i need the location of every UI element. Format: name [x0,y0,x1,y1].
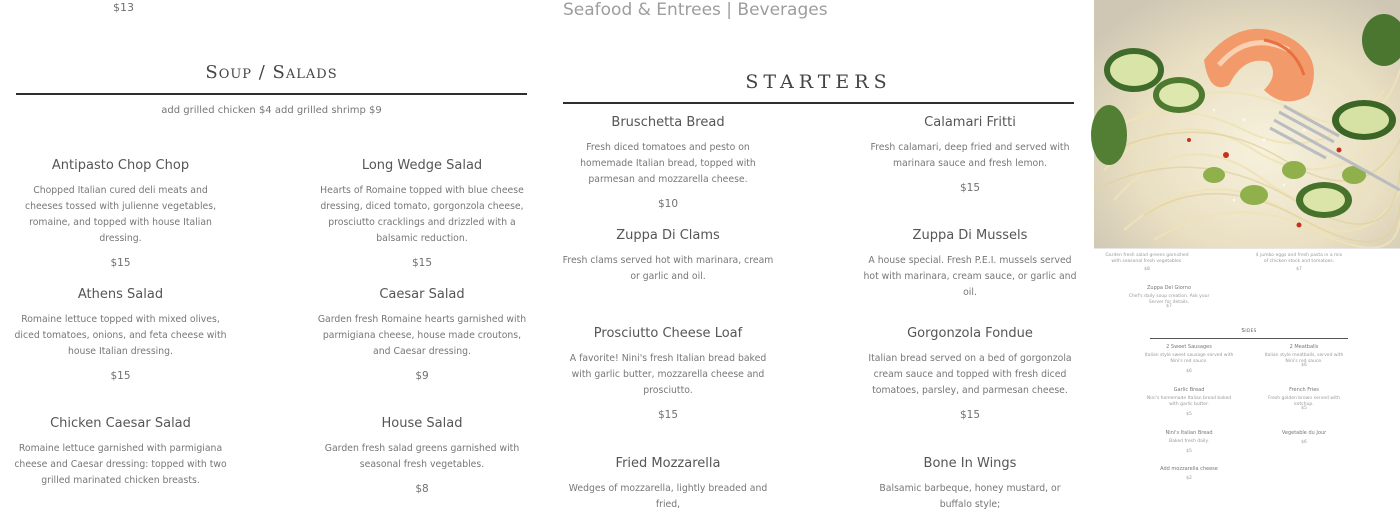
item-name: Zuppa Di Mussels [912,228,1028,243]
mini-item-price: $6 [1301,440,1307,445]
mini-item-price: $7 [1296,267,1302,272]
mini-item-description: Garden fresh salad greens garnished with seasonal fresh vegetables. [1105,253,1189,264]
mini-item-price: $6 [1301,363,1307,368]
mini-section-title-sides: Sides [1241,328,1257,334]
menu-item [14,416,227,489]
item-description: Garden fresh Romaine hearts garnished with parmigiana cheese, house made croutons, and Caesar dressing. [317,314,527,357]
item-description: Fresh diced tomatoes and pesto on homemade Italian bread, topped with parmesan and mozzarella cheese. [580,142,756,185]
menu-item [315,287,529,382]
mini-item-name: 2 Sweet Sausages [1166,344,1212,350]
mini-item-price: $2 [1186,476,1192,481]
mini-item-price: $5 [1186,412,1192,417]
soup-salads-panel [0,0,545,500]
menu-item [863,326,1077,421]
mini-item-name: Zuppa Del Giorno [1146,285,1192,291]
item-description: Fresh clams served hot with marinara, cream or garlic and oil. [562,255,774,282]
menu-item [14,158,227,269]
item-name: Gorgonzola Fondue [907,326,1033,341]
mini-item-name: 2 Meatballs [1289,344,1319,350]
item-price: $15 [959,409,981,421]
mini-item-price: $5 [1186,449,1192,454]
mini-item-name: Garlic Bread [1173,387,1205,393]
previous-item-price: $13 [113,1,134,14]
item-description: A house special. Fresh P.E.I. mussels served hot with marinara, cream sauce, or garlic and oil. [863,255,1077,298]
mini-item-price: $8 [1144,267,1150,272]
mini-item-price: $5 [1301,406,1307,411]
mini-item-name: French Fries [1289,387,1319,393]
mini-item-description: Nini's homemade Italian bread baked with garlic butter. [1146,396,1232,407]
item-name: Antipasto Chop Chop [51,158,190,173]
item-name: Chicken Caesar Salad [50,416,191,431]
mini-item-description: Italian style sweet sausage served with Nini's red sauce. [1144,353,1234,364]
item-name: Caesar Salad [379,287,465,302]
pasta-illustration [1094,0,1400,248]
item-description: Fresh calamari, deep fried and served with marinara sauce and fresh lemon. [870,142,1070,169]
section-title-soup-salads: Soup / Salads [205,62,338,83]
mini-item-name: Vegetable du Jour [1281,430,1327,436]
section-divider [16,93,527,95]
item-price: $15 [657,409,679,421]
menu-item [561,326,775,421]
item-description: A favorite! Nini's fresh Italian bread baked with garlic butter, mozzarella cheese and prosciutto. [569,353,767,396]
item-description: Balsamic barbeque, honey mustard, or buffalo style; [879,483,1061,510]
item-price: $9 [415,370,429,382]
item-price: $15 [110,370,131,382]
item-description: Romaine lettuce garnished with parmigiana cheese and Caesar dressing: topped with two grilled marinated chicken breasts. [14,443,227,486]
item-description: Romaine lettuce topped with mixed olives, diced tomatoes, onions, and feta cheese with house Italian dressing. [14,314,227,357]
menu-item [561,228,775,285]
item-name: Zuppa Di Clams [616,228,720,243]
menu-item [863,228,1077,301]
mini-item-price: $7 [1166,304,1172,309]
item-name: Long Wedge Salad [361,158,483,173]
menu-item [315,416,529,495]
item-price: $15 [110,257,131,269]
item-description: Hearts of Romaine topped with blue cheese dressing, diced tomato, gorgonzola cheese, prosciutto cracklings and drizzled with a balsamic reduction. [320,185,524,244]
mini-item-description: Italian style meatballs, served with Nini's red sauce. [1264,353,1344,364]
item-description: Garden fresh salad greens garnished with seasonal fresh vegetables. [324,443,520,470]
item-name: Calamari Fritti [924,115,1016,130]
item-name: Prosciutto Cheese Loaf [593,326,743,341]
menu-item [14,287,227,382]
item-price: $15 [959,182,981,194]
mini-item-description: 4 jumbo eggs and fresh pasta in a mix of chicken stock and tomatoes. [1255,253,1343,264]
mini-item-name: Nini's Italian Bread [1165,430,1213,436]
menu-nav-links[interactable]: Seafood & Entrees | Beverages [563,0,828,20]
mini-item-name: Add mozzarella cheese [1160,466,1218,472]
section-divider [563,102,1074,104]
menu-preview-thumbnail [1094,248,1400,500]
item-price: $15 [411,257,433,269]
item-name: House Salad [381,416,463,431]
pasta-shrimp-photo [1094,0,1400,248]
item-description: Italian bread served on a bed of gorgonzola cream sauce and topped with fresh diced tomatoes, parsley, and parmesan cheese. [868,353,1072,396]
item-name: Athens Salad [77,287,164,302]
mini-item-description: Baked fresh daily. [1169,439,1209,444]
add-protein-note: add grilled chicken $4 add grilled shrimp $9 [161,105,382,116]
item-price: $8 [415,483,429,495]
item-description: Chopped Italian cured deli meats and cheeses tossed with julienne vegetables, romaine, and topped with house Italian dressing. [24,185,217,244]
menu-item [315,158,529,269]
menu-item [863,115,1077,194]
item-price: $10 [657,198,679,210]
menu-item [561,456,775,513]
item-description: Wedges of mozzarella, lightly breaded and fried, [568,483,768,510]
right-media-panel [1094,0,1400,500]
mini-item-description: Fresh golden brown served with ketchup. [1268,396,1340,407]
menu-item [863,456,1077,513]
starters-panel [545,0,1094,510]
mini-section-divider [1150,338,1348,339]
mini-item-price: $6 [1186,369,1192,374]
menu-item [561,115,775,210]
item-name: Fried Mozzarella [615,456,721,471]
item-name: Bone In Wings [923,456,1017,471]
section-title-starters: STARTERS [745,71,892,93]
item-name: Bruschetta Bread [611,115,725,130]
mini-item-description: Chef's daily soup creation. Ask your Server for details. [1128,294,1210,305]
